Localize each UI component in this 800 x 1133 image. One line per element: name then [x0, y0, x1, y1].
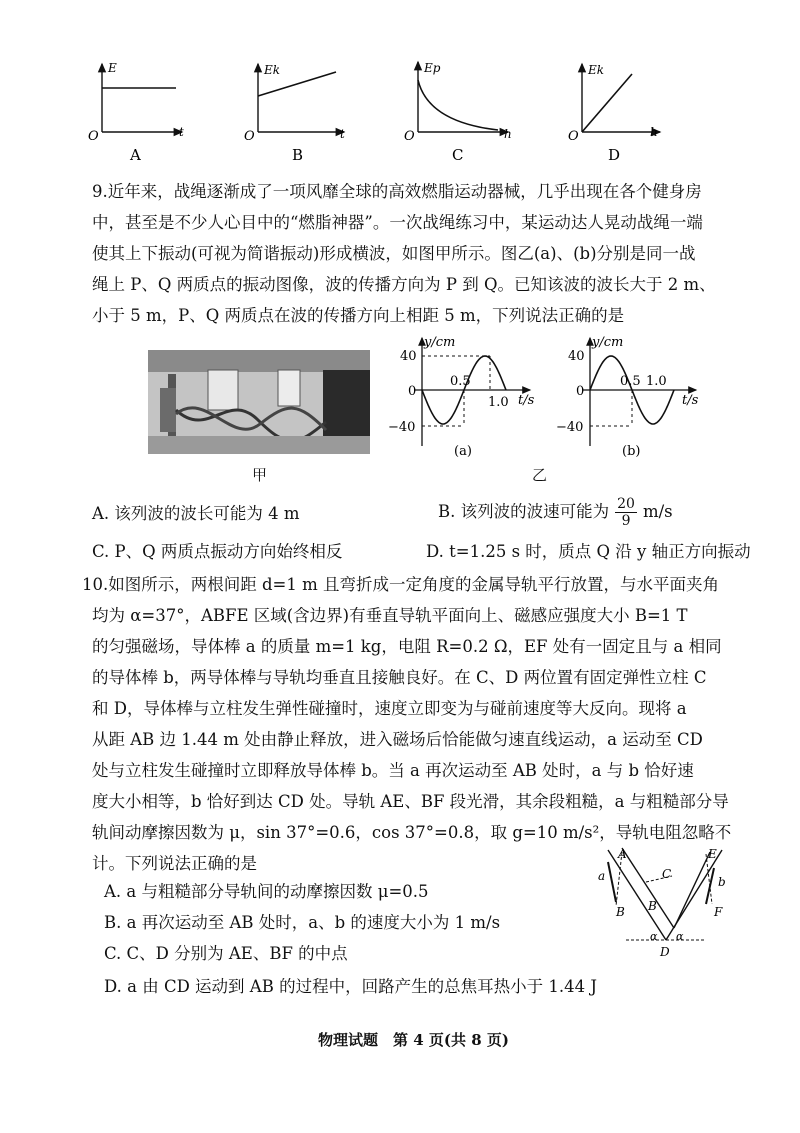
label-B-left: B [616, 905, 625, 919]
graph-c-caption: C [452, 146, 464, 164]
chart-b-ybottom: −40 [556, 420, 584, 435]
graph-a-xlabel: t [179, 125, 184, 139]
label-A: A [618, 847, 627, 861]
q10-line: 处与立柱发生碰撞时立即释放导体棒 b。当 a 再次运动至 AB 处时，a 与 b 恰好速 [92, 761, 694, 780]
graph-b [244, 63, 345, 164]
chart-a-ytop: 40 [400, 349, 417, 364]
rail-diagram [586, 840, 736, 965]
q10-line: 的导体棒 b，两导体棒与导轨均垂直且接触良好。在 C、D 两位置有固定弹性立柱 C [92, 668, 707, 687]
graph-a-ylabel: E [108, 61, 117, 75]
graph-a-origin: O [88, 129, 99, 144]
chart-b-tick2: 1.0 [646, 374, 667, 389]
fraction-denominator: 9 [621, 512, 631, 529]
q10-line: 从距 AB 边 1.44 m 处由静止释放，进入磁场后恰能做匀速直线运动，a 运动至 CD [92, 730, 703, 749]
chart-a-ybottom: −40 [388, 420, 416, 435]
fig-yi-label: 乙 [532, 466, 548, 484]
rail-left-outer [608, 850, 666, 940]
chart-b-ylabel: y/cm [592, 335, 624, 350]
q9-line: 9.近年来，战绳逐渐成了一项风靡全球的高效燃脂运动器械，几乎出现在各个健身房 [92, 182, 702, 201]
graph-c-curve [418, 80, 498, 130]
chart-a-ylabel: y/cm [424, 335, 456, 350]
chart-b-tick1: 0.5 [620, 374, 641, 389]
q9-line: 小于 5 m，P、Q 两质点在波的传播方向上相距 5 m，下列说法正确的是 [92, 306, 625, 325]
label-D: D [660, 945, 670, 959]
label-rod-a: a [598, 869, 606, 883]
q10-line: 度大小相等，b 恰好到达 CD 处。导轨 AE、BF 段光滑，其余段粗糙，a 与粗糙部分导 [92, 792, 729, 811]
q9-option-b-unit: m/s [642, 502, 673, 521]
graph-c [404, 61, 512, 164]
chart-a-tick1: 0.5 [450, 374, 471, 389]
graph-a-caption: A [130, 146, 141, 164]
fig-jia-label: 甲 [252, 466, 268, 484]
question-10-stem [82, 569, 732, 879]
q9-line: 中，甚至是不少人心目中的“燃脂神器”。一次战绳练习中，某运动达人晃动战绳一端 [92, 213, 703, 232]
graph-d-origin: O [568, 129, 579, 144]
label-F: F [714, 905, 723, 919]
label-C: C [662, 867, 672, 881]
graph-b-ylabel: Ek [264, 63, 281, 77]
chart-b-caption: (b) [622, 444, 641, 459]
graph-d-caption: D [608, 146, 621, 164]
chart-b-origin: 0 [576, 384, 585, 399]
q9-option-c[interactable]: C. P、Q 两质点振动方向始终相反 [92, 542, 343, 561]
q10-option-a[interactable]: A. a 与粗糙部分导轨间的动摩擦因数 μ=0.5 [104, 882, 429, 901]
chart-b-ytop: 40 [568, 349, 585, 364]
graph-d-xlabel: h [650, 125, 658, 139]
label-B-mid: B [648, 899, 657, 913]
fraction-numerator: 20 [617, 495, 635, 512]
q9-line: 绳上 P、Q 两质点的振动图像，波的传播方向为 P 到 Q。已知该波的波长大于 2 m、 [92, 275, 716, 294]
page-footer: 物理试题 第 4 页(共 8 页) [318, 1031, 509, 1049]
graph-c-ylabel: Ep [424, 61, 441, 75]
rail-left-inner [622, 848, 674, 928]
rod-a [608, 862, 616, 902]
graph-b-xlabel: t [340, 127, 345, 141]
q9-option-b[interactable] [438, 492, 673, 532]
label-alpha-right: α [676, 930, 684, 943]
chart-a-origin: 0 [408, 384, 417, 399]
graph-b-origin: O [244, 129, 255, 144]
graph-options-row [80, 58, 700, 168]
q9-option-d[interactable]: D. t=1.25 s 时，质点 Q 沿 y 轴正方向振动 [426, 542, 751, 561]
q10-option-b[interactable]: B. a 再次运动至 AB 处时，a、b 的速度大小为 1 m/s [104, 913, 501, 932]
graph-b-caption: B [292, 146, 304, 164]
question-9-stem [92, 176, 742, 331]
chart-a-xlabel: t/s [518, 393, 535, 408]
label-rod-b: b [718, 875, 726, 889]
battle-rope-photo [148, 350, 370, 454]
chart-b-xlabel: t/s [682, 393, 699, 408]
q9-option-a[interactable]: A. 该列波的波长可能为 4 m [92, 504, 300, 523]
q9-line: 使其上下振动(可视为简谐振动)形成横波，如图甲所示。图乙(a)、(b)分别是同一战 [92, 244, 696, 263]
label-E: E [708, 847, 717, 861]
q10-line: 10.如图所示，两根间距 d=1 m 且弯折成一定角度的金属导轨平行放置，与水平面夹角 [82, 575, 720, 594]
vibration-chart-b [548, 328, 708, 468]
vibration-chart-a [380, 328, 540, 468]
chart-a-tick2: 1.0 [488, 395, 509, 410]
graph-c-origin: O [404, 129, 415, 144]
q10-line: 轨间动摩擦因数为 μ，sin 37°=0.6，cos 37°=0.8，取 g=10 m/s²，导轨电阻忽略不 [92, 823, 732, 842]
graph-d-curve [582, 74, 632, 132]
q9-option-b-text: B. 该列波的波速可能为 [438, 502, 610, 521]
graph-d-ylabel: Ek [588, 63, 605, 77]
q9-option-b-fraction [615, 496, 637, 529]
q10-line: 均为 α=37°，ABFE 区域(含边界)有垂直导轨平面向上、磁感应强度大小 B=1 T [92, 606, 688, 625]
graph-c-xlabel: h [504, 127, 512, 141]
q10-option-d[interactable]: D. a 由 CD 运动到 AB 的过程中，回路产生的总焦耳热小于 1.44 J [104, 977, 597, 996]
graph-d [568, 63, 660, 164]
graph-a [88, 61, 184, 164]
q10-line: 的匀强磁场，导体棒 a 的质量 m=1 kg，电阻 R=0.2 Ω，EF 处有一固定且与 a 相同 [92, 637, 722, 656]
rail-right-inner [674, 852, 710, 928]
q10-option-c[interactable]: C. C、D 分别为 AE、BF 的中点 [104, 944, 348, 963]
q10-line: 计。下列说法正确的是 [92, 854, 257, 873]
chart-a-caption: (a) [454, 444, 472, 459]
q10-line: 和 D，导体棒与立柱发生弹性碰撞时，速度立即变为与碰前速度等大反向。现将 a [92, 699, 687, 718]
label-alpha-left: α [650, 930, 658, 943]
